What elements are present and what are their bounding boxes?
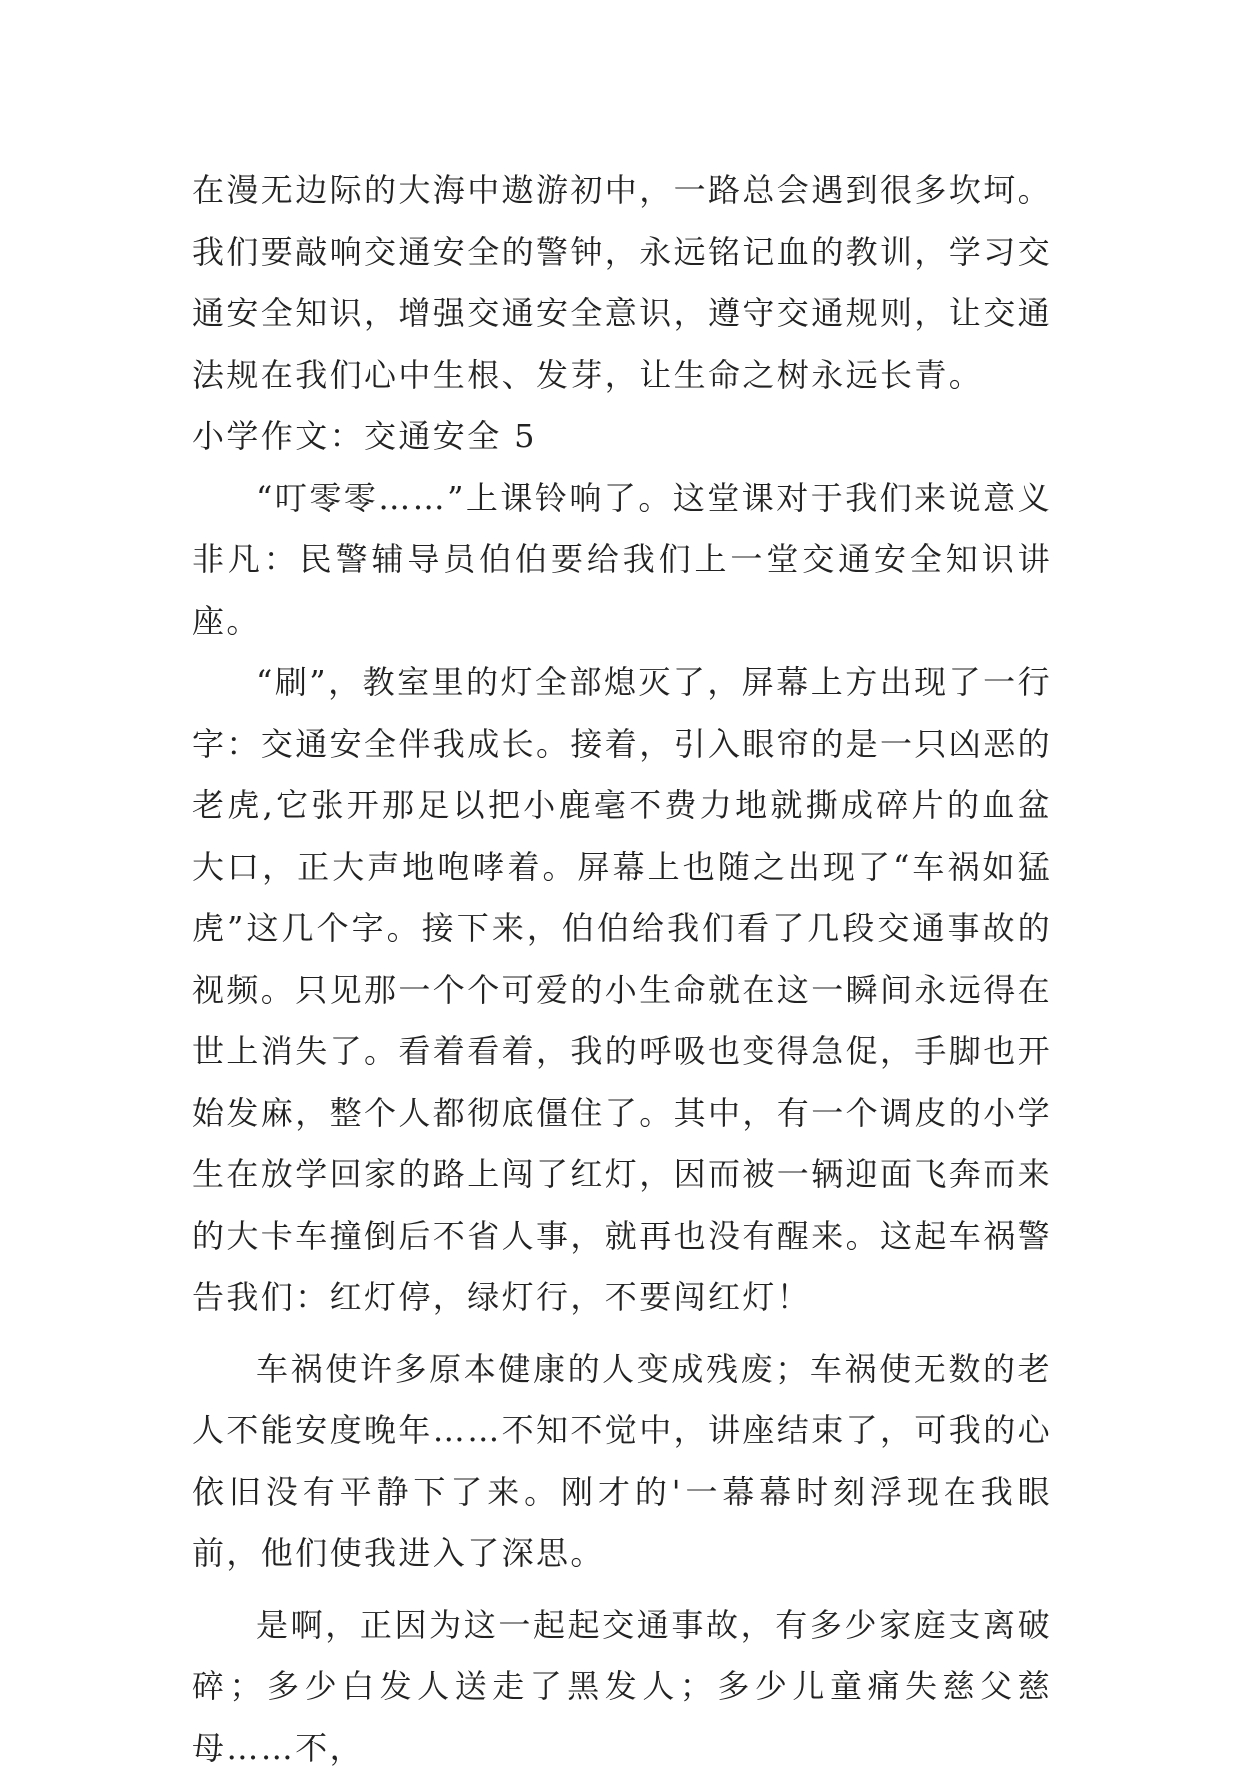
paragraph-reflection: 是啊，正因为这一起起交通事故，有多少家庭支离破碎；多少白发人送走了黑发人；多少儿童痛失慈父慈母……不， — [192, 1595, 1052, 1779]
document-body — [192, 160, 1052, 1779]
section-title: 小学作文：交通安全 5 — [192, 406, 1052, 468]
paragraph-consequences: 车祸使许多原本健康的人变成残废；车祸使无数的老人不能安度晚年……不知不觉中，讲座结束了，可我的心依旧没有平静下了来。刚才的'一幕幕时刻浮现在我眼前，他们使我进入了深思。 — [192, 1339, 1052, 1585]
paragraph-intro: 在漫无边际的大海中遨游初中，一路总会遇到很多坎坷。我们要敲响交通安全的警钟，永远铭记血的教训，学习交通安全知识，增强交通安全意识，遵守交通规则，让交通法规在我们心中生根、发芽，让生命之树永远长青。 — [192, 160, 1052, 406]
paragraph-bell: “叮零零……”上课铃响了。这堂课对于我们来说意义非凡：民警辅导员伯伯要给我们上一堂交通安全知识讲座。 — [192, 468, 1052, 653]
paragraph-screen: “刷”，教室里的灯全部熄灭了，屏幕上方出现了一行字：交通安全伴我成长。接着，引入眼帘的是一只凶恶的老虎,它张开那足以把小鹿毫不费力地就撕成碎片的血盆大口，正大声地咆哮着。屏幕上也随之出现了“车祸如猛虎”这几个字。接下来，伯伯给我们看了几段交通事故的视频。只见那一个个可爱的小生命就在这一瞬间永远得在世上消失了。看着看着，我的呼吸也变得急促，手脚也开始发麻，整个人都彻底僵住了。其中，有一个调皮的小学生在放学回家的路上闯了红灯，因而被一辆迎面飞奔而来的大卡车撞倒后不省人事，就再也没有醒来。这起车祸警告我们：红灯停，绿灯行，不要闯红灯！ — [192, 652, 1052, 1329]
